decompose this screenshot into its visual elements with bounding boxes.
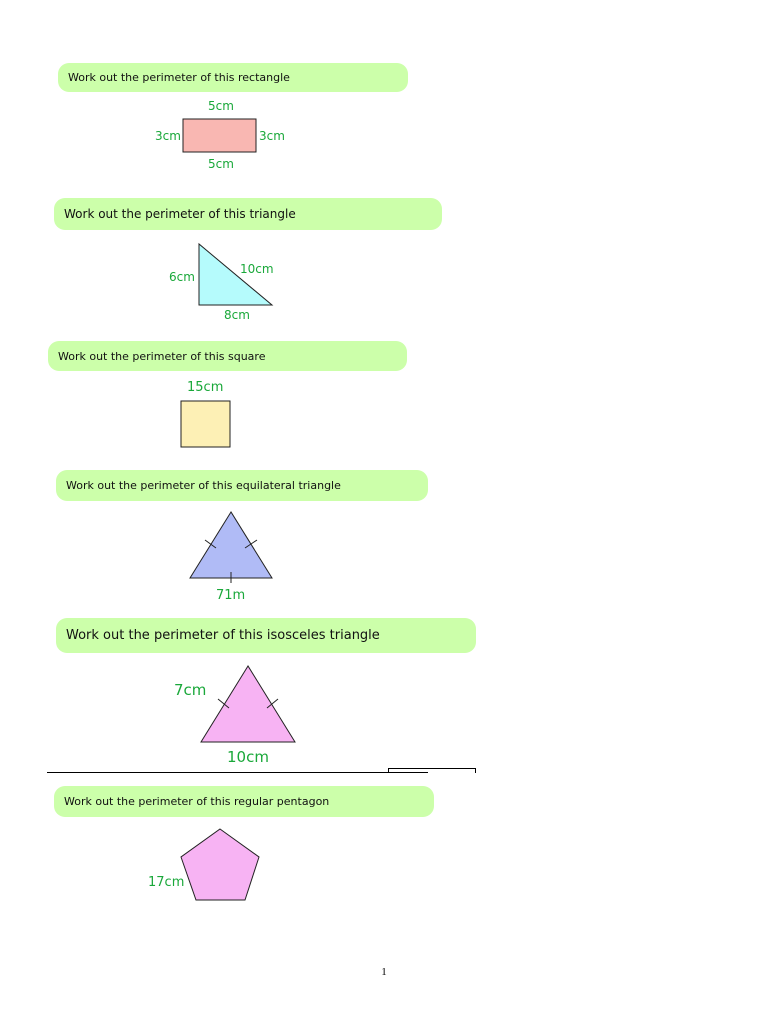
pentagon-side-label: 17cm	[148, 875, 185, 890]
question-1-prompt: Work out the perimeter of this rectangle	[68, 71, 290, 84]
right-triangle-left-label: 6cm	[169, 270, 195, 284]
question-5-prompt: Work out the perimeter of this isosceles triangle	[66, 628, 380, 643]
right-triangle-bottom-label: 8cm	[224, 308, 250, 322]
question-4-prompt: Work out the perimeter of this equilateral triangle	[66, 479, 341, 492]
page-number: 1	[381, 966, 387, 978]
rectangle-bottom-label: 5cm	[208, 157, 234, 171]
question-3-prompt: Work out the perimeter of this square	[58, 349, 266, 363]
isosceles-side-label: 7cm	[174, 681, 207, 699]
square-top-label: 15cm	[187, 380, 224, 395]
equilateral-bottom-label: 71m	[216, 588, 246, 603]
pentagon-body	[181, 829, 259, 900]
question-2-prompt: Work out the perimeter of this triangle	[64, 207, 296, 221]
question-6-prompt: Work out the perimeter of this regular pentagon	[64, 795, 330, 808]
rectangle-left-label: 3cm	[155, 129, 181, 143]
rectangle-right-label: 3cm	[259, 129, 285, 143]
rectangle-top-label: 5cm	[208, 99, 234, 113]
right-triangle-hypotenuse-label: 10cm	[240, 262, 274, 276]
isosceles-base-label: 10cm	[227, 748, 269, 766]
